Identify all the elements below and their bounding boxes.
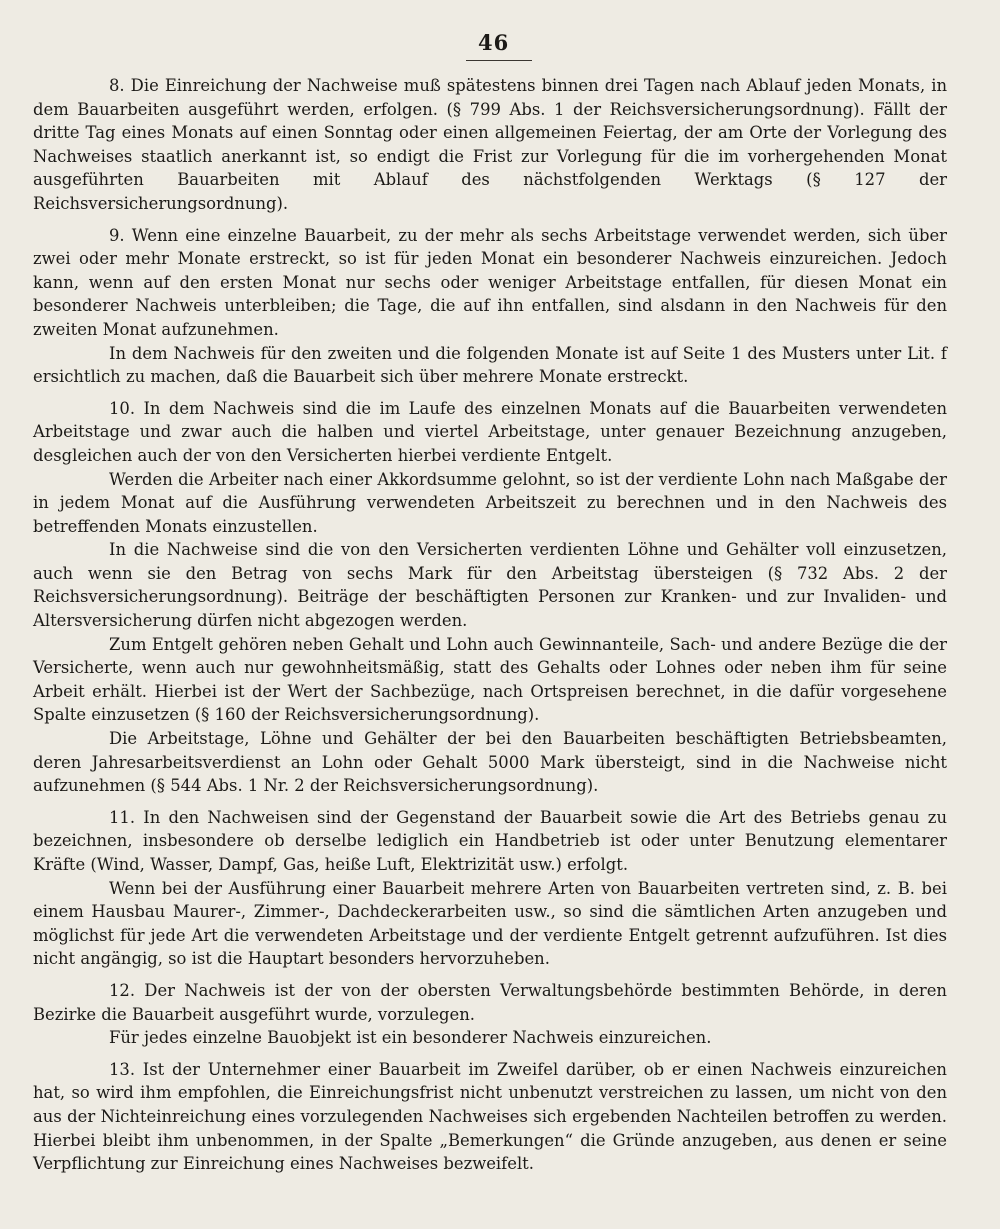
page-number-rule <box>466 60 532 61</box>
paragraph-12-bauobjekt: Für jedes einzelne Bauobjekt ist ein besonderer Nachweis einzureichen. <box>109 1028 712 1048</box>
paragraph-11-arten: Wenn bei der Ausführung einer Bauarbeit mehrere Arten von Bauarbeiten vertreten sind, z. B. bei einem Hausbau Maurer-, Zimmer-, Dachdeckerarbeiten usw., so sind die sämtlichen Arten anzugeben und möglichst für jede Art die verwendeten Arbeitstage und der verdiente Entgelt getrennt aufzuführen. Ist dies nicht angängig, so ist die Hauptart besonders hervorzuheben. <box>33 878 947 969</box>
paragraph-10-loehne: In die Nachweise sind die von den Versicherten verdienten Löhne und Gehälter voll einzusetzen, auch wenn sie den Betrag von sechs Mark für den Arbeitstag übersteigen (§ 732 Abs. 2 der Reichsversicherungsordnung). Beiträge der beschäftigten Personen zur Kranken- und zur Invaliden- und Altersversicherung dürfen nicht abgezogen werden. <box>33 540 947 631</box>
paragraph-12: 12. Der Nachweis ist der von der obersten Verwaltungsbehörde bestimmten Behörde, in deren Bezirke die Bauarbeit ausgeführt wurde, vorzulegen. <box>33 980 947 1024</box>
paragraph-9: 9. Wenn eine einzelne Bauarbeit, zu der mehr als sechs Arbeitstage verwendet werden, sich über zwei oder mehr Monate erstreckt, so ist für jeden Monat ein besonderer Nachweis einzureichen. Jedoch kann, wenn auf den ersten Monat nur sechs oder weniger Arbeitstage entfallen, für diesen Monat ein besonderer Nachweis unterbleiben; die Tage, die auf ihn entfallen, sind alsdann in den Nachweis für den zweiten Monat aufzunehmen. <box>33 225 947 339</box>
paragraph-10-betriebsbeamte: Die Arbeitstage, Löhne und Gehälter der bei den Bauarbeiten beschäftigten Betriebsbeamten, deren Jahresarbeitsverdienst an Lohn oder Gehalt 5000 Mark übersteigt, sind in die Nachweise nicht aufzunehmen (§ 544 Abs. 1 Nr. 2 der Reichsversicherungsordnung). <box>33 729 947 796</box>
paragraph-8: 8. Die Einreichung der Nachweise muß spätestens binnen drei Tagen nach Ablauf jeden Monats, in dem Bauarbeiten ausgeführt werden, erfolgen. (§ 799 Abs. 1 der Reichsversicherungsordnung). Fällt der dritte Tag eines Monats auf einen Sonntag oder einen allgemeinen Feiertag, der am Orte der Vorlegung des Nachweises staatlich anerkannt ist, so endigt die Frist zur Vorlegung für die im vorhergehenden Monat ausgeführten Bauarbeiten mit Ablauf des nächstfolgenden Werktags (§ 127 der Reichsversicherungsordnung). <box>33 76 947 213</box>
page-number: 46 <box>478 30 510 55</box>
paragraph-9-continued: In dem Nachweis für den zweiten und die folgenden Monate ist auf Seite 1 des Musters unter Lit. f ersichtlich zu machen, daß die Bauarbeit sich über mehrere Monate erstreckt. <box>33 343 947 387</box>
paragraph-10-entgelt: Zum Entgelt gehören neben Gehalt und Lohn auch Gewinnanteile, Sach- und andere Bezüge die der Versicherte, wenn auch nur gewohnheitsmäßig, statt des Gehalts oder Lohnes oder neben ihm für seine Arbeit erhält. Hierbei ist der Wert der Sachbezüge, nach Ortspreisen berechnet, in die dafür vorgesehene Spalte einzusetzen (§ 160 der Reichsversicherungsordnung). <box>33 634 947 725</box>
paragraph-10-akkord: Werden die Arbeiter nach einer Akkordsumme gelohnt, so ist der verdiente Lohn nach Maßgabe der in jedem Monat auf die Ausführung verwendeten Arbeitszeit zu berechnen und in den Nachweis des betreffenden Monats einzustellen. <box>33 469 947 536</box>
paragraph-13: 13. Ist der Unternehmer einer Bauarbeit im Zweifel darüber, ob er einen Nachweis einzureichen hat, so wird ihm empfohlen, die Einreichungsfrist nicht unbenutzt verstreichen zu lassen, um nicht von den aus der Nichteinreichung eines vorzulegenden Nachweises sich ergebenden Nachteilen betroffen zu werden. Hierbei bleibt ihm unbenommen, in der Spalte „Bemerkungen“ die Gründe anzugeben, aus denen er seine Verpflichtung zur Einreichung eines Nachweises bezweifelt. <box>33 1059 947 1174</box>
document-body <box>33 74 947 1176</box>
paragraph-10: 10. In dem Nachweis sind die im Laufe des einzelnen Monats auf die Bauarbeiten verwendeten Arbeitstage und zwar auch die halben und viertel Arbeitstage, unter genauer Bezeichnung anzugeben, desgleichen auch der von den Versicherten hierbei verdiente Entgelt. <box>33 398 947 465</box>
paragraph-11: 11. In den Nachweisen sind der Gegenstand der Bauarbeit sowie die Art des Betriebs genau zu bezeichnen, insbesondere ob derselbe lediglich ein Handbetrieb ist oder unter Benutzung elementarer Kräfte (Wind, Wasser, Dampf, Gas, heiße Luft, Elektrizität usw.) erfolgt. <box>33 807 947 874</box>
